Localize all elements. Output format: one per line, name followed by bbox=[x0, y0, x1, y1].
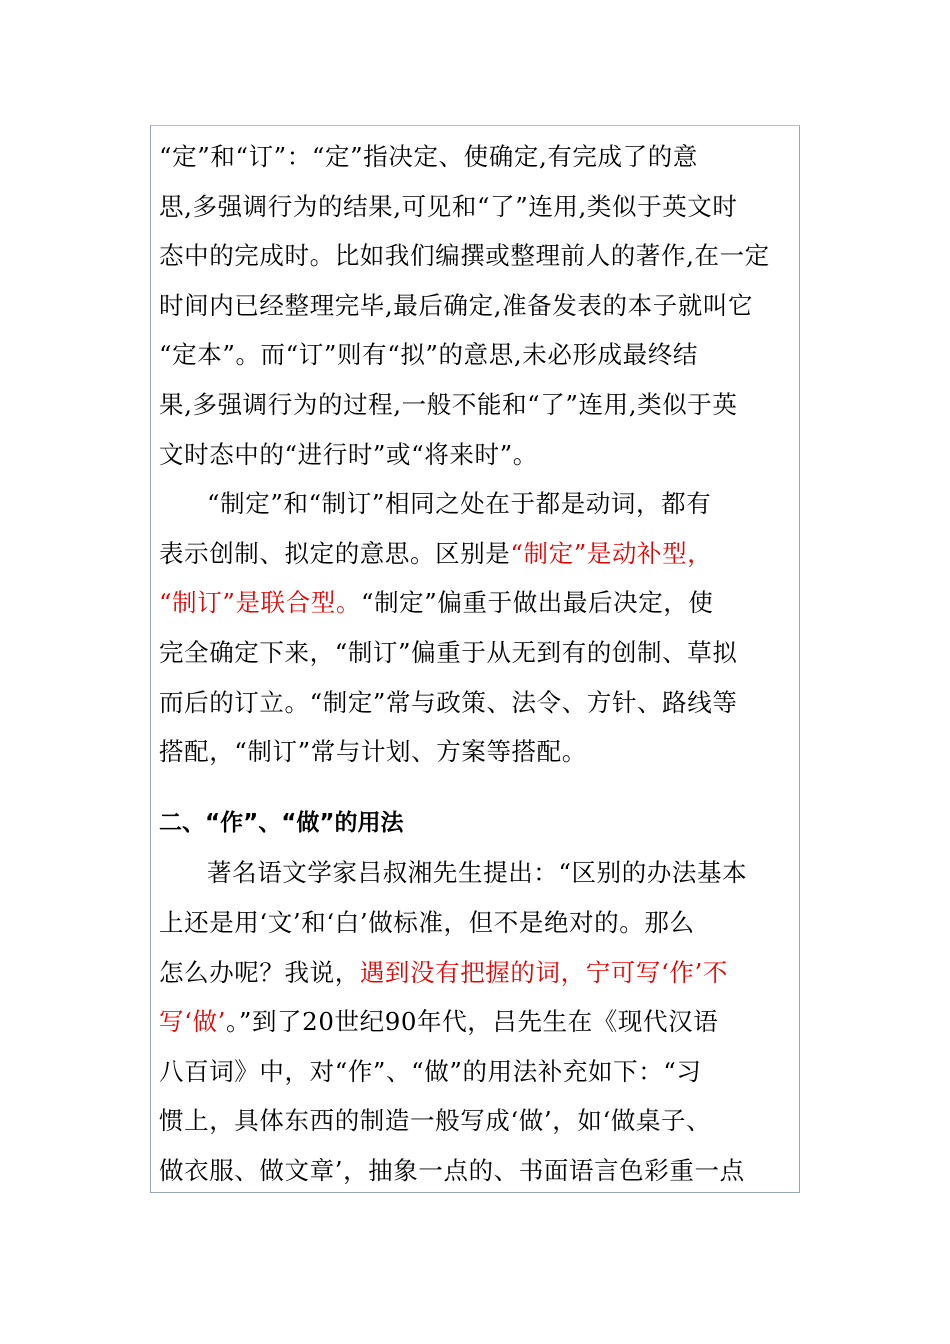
text-line: 著名语文学家吕叔湘先生提出：“区别的办法基本 bbox=[207, 858, 748, 888]
paragraph-zuo-vs-zuo bbox=[159, 848, 789, 1193]
text-line: “定本”。而“订”则有“拟”的意思,未必形成最终结 bbox=[159, 340, 698, 370]
text-line: 完全确定下来，“制订”偏重于从无到有的创制、草拟 bbox=[159, 637, 738, 667]
emphasis-text: “制定”是动补型， bbox=[510, 538, 713, 568]
emphasis-text: 遇到没有把握的词，宁可写‘作’不 bbox=[359, 957, 728, 987]
text-line: 果,多强调行为的过程,一般不能和“了”连用,类似于英 bbox=[159, 389, 738, 419]
text-line bbox=[159, 997, 789, 1047]
text-line bbox=[159, 578, 789, 628]
text-line: 态中的完成时。比如我们编撰或整理前人的著作,在一定 bbox=[159, 241, 770, 271]
paragraph-ding-vs-ding bbox=[159, 132, 789, 479]
text-line bbox=[159, 948, 789, 998]
section-heading: 二、“作”、“做”的用法 bbox=[159, 809, 404, 836]
text-line: 而后的订立。“制定”常与政策、法令、方针、路线等 bbox=[159, 687, 738, 717]
emphasis-text: 写‘做’ bbox=[159, 1007, 226, 1037]
text-line: 上还是用‘文’和‘白’做标准，但不是绝对的。那么 bbox=[159, 907, 695, 937]
document-body bbox=[159, 132, 789, 1193]
text-line: 文时态中的“进行时”或“将来时”。 bbox=[159, 439, 538, 469]
text-line: 做衣服、做文章’，抽象一点的、书面语言色彩重一点 bbox=[159, 1155, 745, 1185]
text-frame bbox=[150, 125, 800, 1193]
plain-text: 怎么办呢？我说， bbox=[159, 957, 360, 987]
text-line: 搭配，“制订”常与计划、方案等搭配。 bbox=[159, 737, 587, 767]
plain-text: 表示创制、拟定的意思。区别是 bbox=[159, 538, 511, 568]
plain-text: 。”到了20世纪90年代，吕先生在《现代汉语 bbox=[225, 1007, 719, 1037]
plain-text: “制定”偏重于做出最后决定，使 bbox=[360, 588, 714, 618]
text-line: 思,多强调行为的结果,可见和“了”连用,类似于英文时 bbox=[159, 191, 738, 221]
text-line bbox=[159, 529, 789, 579]
text-line: 时间内已经整理完毕,最后确定,准备发表的本子就叫它 bbox=[159, 290, 754, 320]
text-line: 八百词》中，对“作”、“做”的用法补充如下：“习 bbox=[159, 1056, 702, 1086]
text-line: 惯上，具体东西的制造一般写成‘做’，如‘做桌子、 bbox=[159, 1106, 712, 1136]
text-line: “制定”和“制订”相同之处在于都是动词，都有 bbox=[207, 489, 712, 519]
emphasis-text: “制订”是联合型。 bbox=[159, 588, 361, 618]
paragraph-zhiding-vs-zhiding bbox=[159, 479, 789, 777]
text-line: “定”和“订”：“定”指决定、使确定,有完成了的意 bbox=[159, 142, 698, 171]
